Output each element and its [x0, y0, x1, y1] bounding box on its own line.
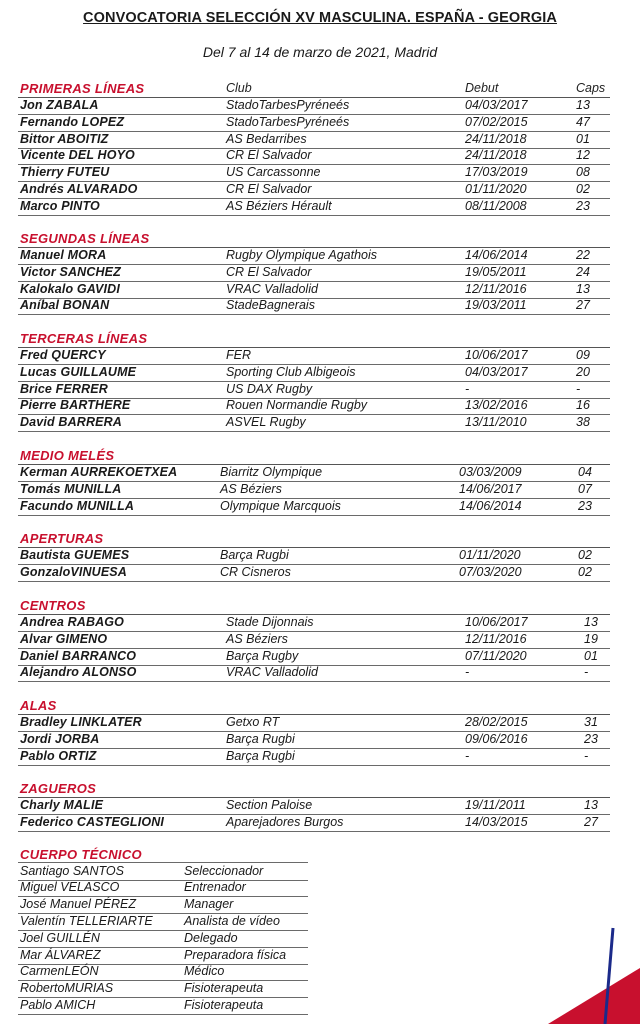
player-name: Andrés ALVARADO [20, 182, 138, 196]
player-club: AS Béziers Hérault [226, 198, 332, 213]
player-name: Lucas GUILLAUME [20, 364, 137, 379]
player-club: Stade Dijonnais [226, 615, 314, 629]
player-name: Bittor ABOITIZ [20, 131, 109, 146]
player-caps: 20 [576, 364, 590, 379]
player-name: Kerman AURREKOETXEA [20, 465, 178, 479]
staff-role: Preparadora física [184, 947, 287, 962]
player-club: CR El Salvador [226, 182, 312, 196]
player-debut: 14/06/2014 [465, 248, 528, 262]
player-name: Kalokalo GAVIDI [20, 281, 120, 296]
player-name: Daniel BARRANCO [20, 648, 137, 663]
player-caps: 24 [576, 264, 590, 279]
player-name: Fernando LOPEZ [20, 114, 125, 129]
player-name: Jon ZABALA [20, 98, 99, 112]
player-name: Tomás MUNILLA [20, 481, 122, 496]
player-club: Aparejadores Burgos [226, 814, 344, 829]
player-club: CR El Salvador [226, 148, 312, 163]
column-header-caps: Caps [576, 81, 606, 95]
player-caps: 22 [576, 248, 590, 262]
player-debut: 14/03/2015 [465, 814, 528, 829]
staff-section-title: CUERPO TÉCNICO [20, 847, 142, 862]
player-name: Manuel MORA [20, 248, 107, 262]
player-club: Getxo RT [226, 715, 280, 729]
player-club: US DAX Rugby [226, 381, 313, 396]
player-club: US Carcassonne [226, 165, 321, 180]
column-header-debut: Debut [465, 81, 499, 95]
player-debut: - [465, 665, 470, 680]
player-caps: 04 [578, 465, 592, 479]
staff-name: RobertoMURIAS [20, 981, 114, 996]
player-name: Victor SANCHEZ [20, 264, 121, 279]
player-debut: 19/11/2011 [465, 798, 526, 812]
player-debut: 01/11/2020 [459, 548, 521, 562]
player-debut: 24/11/2018 [465, 131, 527, 146]
player-name: GonzaloVINUESA [20, 564, 127, 579]
staff-role: Seleccionador [184, 864, 264, 878]
player-caps: 01 [584, 648, 598, 663]
staff-name: CarmenLEÓN [20, 964, 99, 979]
player-name: Federico CASTEGLIONI [20, 814, 164, 829]
player-debut: 14/06/2017 [459, 481, 522, 496]
player-caps: 13 [576, 98, 590, 112]
section-title: APERTURAS [20, 531, 104, 546]
player-caps: 23 [584, 731, 598, 746]
player-caps: 23 [578, 498, 592, 513]
staff-name: José Manuel PÉREZ [20, 896, 137, 911]
staff-role: Fisioterapeuta [184, 998, 264, 1013]
staff-role: Fisioterapeuta [184, 981, 264, 996]
staff-name: Valentín TELLERIARTE [20, 913, 153, 928]
staff-role: Manager [184, 896, 234, 911]
player-debut: 19/05/2011 [465, 264, 527, 279]
player-debut: 28/02/2015 [465, 715, 528, 729]
document-subtitle: Del 7 al 14 de marzo de 2021, Madrid [202, 44, 438, 60]
section-title: TERCERAS LÍNEAS [20, 331, 148, 346]
player-name: Alvar GIMENO [20, 631, 108, 646]
player-caps: 08 [576, 165, 590, 180]
player-caps: 02 [578, 564, 592, 579]
player-club: FER [226, 348, 251, 362]
player-name: Alejandro ALONSO [20, 665, 137, 680]
player-caps: 16 [576, 398, 590, 413]
player-name: Thierry FUTEU [20, 165, 110, 180]
staff-name: Pablo AMICH [20, 998, 96, 1013]
player-club: Rouen Normandie Rugby [226, 398, 368, 413]
section-title: SEGUNDAS LÍNEAS [20, 231, 150, 246]
player-club: Barça Rugby [226, 648, 299, 663]
section-title: ZAGUEROS [20, 781, 97, 796]
player-club: AS Béziers [226, 631, 288, 646]
player-caps: 31 [584, 715, 598, 729]
player-debut: 12/11/2016 [465, 281, 527, 296]
player-club: Barça Rugbi [220, 548, 289, 562]
player-debut: 09/06/2016 [465, 731, 528, 746]
staff-name: Santiago SANTOS [20, 864, 124, 878]
player-caps: 23 [576, 198, 590, 213]
player-caps: 13 [576, 281, 590, 296]
player-club: Rugby Olympique Agathois [226, 248, 378, 262]
player-caps: 02 [578, 548, 592, 562]
player-club: Barça Rugbi [226, 748, 295, 763]
player-name: Pierre BARTHERE [20, 398, 131, 413]
player-name: Facundo MUNILLA [20, 498, 135, 513]
section-title: MEDIO MELÉS [20, 448, 115, 463]
player-club: ASVEL Rugby [226, 415, 306, 430]
player-debut: - [465, 748, 470, 763]
player-debut: 08/11/2008 [465, 198, 527, 213]
player-name: Pablo ORTIZ [20, 748, 97, 763]
player-club: Biarritz Olympique [220, 465, 323, 479]
player-debut: 13/02/2016 [465, 398, 528, 413]
player-debut: 10/06/2017 [465, 348, 528, 362]
player-debut: 07/02/2015 [465, 114, 528, 129]
player-club: CR El Salvador [226, 264, 312, 279]
player-name: Charly MALIE [20, 798, 104, 812]
player-debut: - [465, 381, 470, 396]
player-caps: 09 [576, 348, 590, 362]
player-debut: 24/11/2018 [465, 148, 527, 163]
player-caps: 47 [576, 114, 590, 129]
player-debut: 17/03/2019 [465, 165, 528, 180]
column-header-club: Club [226, 81, 252, 95]
player-club: AS Béziers [220, 481, 282, 496]
player-caps: 38 [576, 415, 590, 430]
staff-role: Médico [184, 964, 225, 979]
player-name: Jordi JORBA [20, 731, 100, 746]
player-debut: 13/11/2010 [465, 415, 527, 430]
section-title: ALAS [20, 698, 57, 713]
player-name: Marco PINTO [20, 198, 100, 213]
section-title: CENTROS [20, 598, 86, 613]
player-caps: 27 [584, 814, 598, 829]
player-caps: - [584, 665, 589, 680]
player-name: David BARRERA [20, 415, 122, 430]
player-club: StadoTarbesPyréneés [226, 98, 350, 112]
player-club: StadeBagnerais [226, 298, 315, 313]
player-caps: 27 [576, 298, 590, 313]
player-club: Section Paloise [226, 798, 313, 812]
player-club: Olympique Marcquois [220, 498, 341, 513]
player-caps: 01 [576, 131, 590, 146]
player-club: CR Cisneros [220, 564, 291, 579]
staff-name: Joel GUILLÉN [20, 930, 100, 945]
player-club: VRAC Valladolid [226, 281, 318, 296]
player-name: Fred QUERCY [20, 348, 106, 362]
player-caps: 12 [576, 148, 590, 163]
player-debut: 14/06/2014 [459, 498, 522, 513]
player-name: Bradley LINKLATER [20, 715, 142, 729]
player-debut: 10/06/2017 [465, 615, 528, 629]
staff-role: Analista de vídeo [184, 913, 280, 928]
player-debut: 04/03/2017 [465, 98, 528, 112]
player-caps: 13 [584, 798, 598, 812]
player-debut: 03/03/2009 [459, 465, 522, 479]
red-corner-shape [548, 968, 640, 1024]
player-debut: 07/03/2020 [459, 564, 522, 579]
document-title: CONVOCATORIA SELECCIÓN XV MASCULINA. ESPAÑA - GEORGIA [83, 10, 557, 26]
player-club: StadoTarbesPyréneés [226, 114, 350, 129]
player-name: Aníbal BONAN [20, 298, 110, 313]
player-name: Bautista GUEMES [20, 548, 130, 562]
player-club: AS Bedarribes [226, 131, 307, 146]
player-caps: 13 [584, 615, 598, 629]
player-debut: 07/11/2020 [465, 648, 527, 663]
staff-name: Mar ÁLVAREZ [20, 947, 101, 962]
player-caps: - [584, 748, 589, 763]
player-name: Andrea RABAGO [20, 615, 125, 629]
player-debut: 12/11/2016 [465, 631, 527, 646]
staff-name: Miguel VELASCO [20, 879, 120, 894]
player-club: Sporting Club Albigeois [226, 364, 356, 379]
player-club: Barça Rugbi [226, 731, 295, 746]
player-club: VRAC Valladolid [226, 665, 318, 680]
staff-role: Delegado [184, 930, 238, 945]
player-caps: - [576, 381, 581, 396]
player-debut: 19/03/2011 [465, 298, 527, 313]
player-debut: 01/11/2020 [465, 182, 527, 196]
player-debut: 04/03/2017 [465, 364, 528, 379]
player-caps: 19 [584, 631, 598, 646]
player-caps: 02 [576, 182, 590, 196]
section-title: PRIMERAS LÍNEAS [20, 81, 145, 96]
staff-role: Entrenador [184, 879, 246, 894]
player-name: Brice FERRER [20, 381, 108, 396]
player-caps: 07 [578, 481, 592, 496]
player-name: Vicente DEL HOYO [20, 148, 135, 163]
